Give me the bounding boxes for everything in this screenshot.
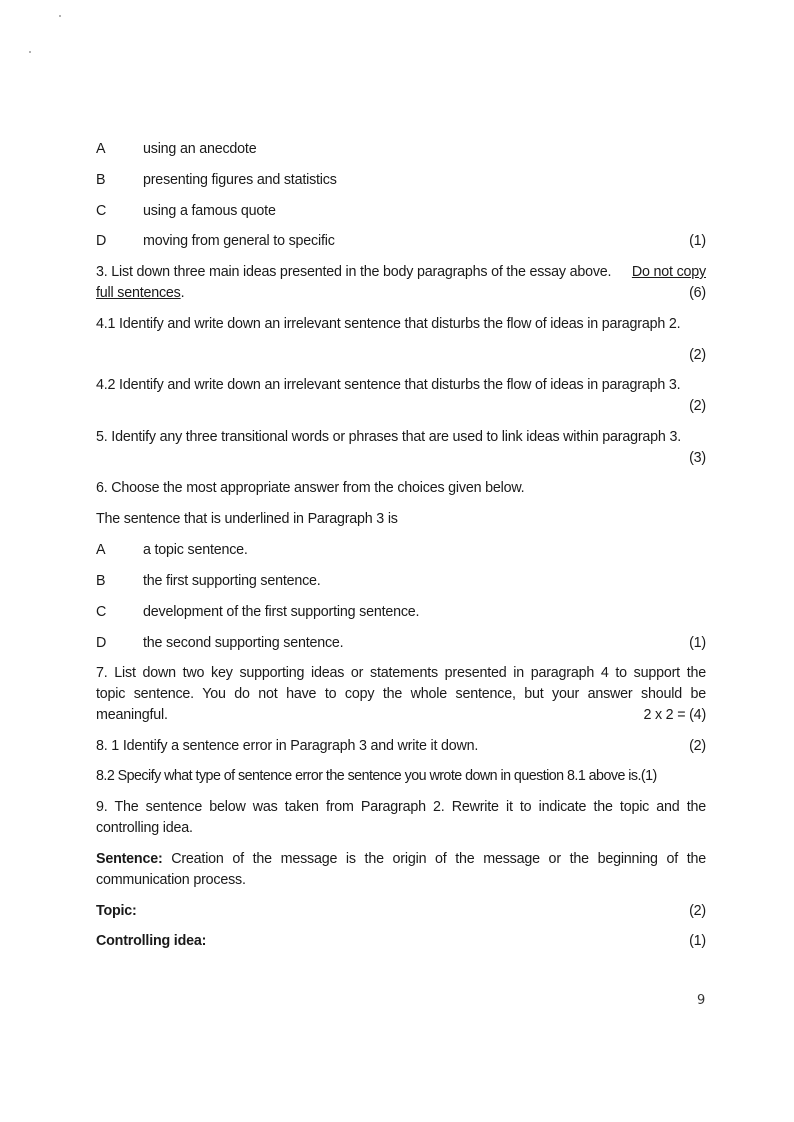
page-number: 9 — [697, 993, 706, 1008]
scan-speck — [29, 51, 31, 53]
mark-allocation: (1) — [689, 635, 706, 651]
q9-line1 — [96, 799, 706, 815]
question-text: . — [180, 285, 185, 301]
option-text: using a famous quote — [143, 203, 276, 219]
question-text: 4.1 Identify and write down an irrelevant sentence that disturbs the flow of ideas in paragraph 2. — [96, 316, 681, 332]
q9-controlling-idea — [96, 933, 706, 949]
question-text: 8. 1 Identify a sentence error in Paragraph 3 and write it down. — [96, 738, 479, 754]
q7-line1 — [96, 665, 706, 681]
mark-allocation: (2) — [689, 738, 706, 754]
q8-2 — [96, 768, 706, 784]
option-letter: C — [96, 604, 107, 620]
option-text: development of the first supporting sentence. — [143, 604, 420, 620]
question-text: topic sentence. You do not have to copy the whole sentence, but your answer should be — [96, 686, 706, 702]
option-letter: A — [96, 141, 106, 157]
q7-line3 — [96, 707, 706, 723]
option-letter: C — [96, 203, 107, 219]
question-text: 6. Choose the most appropriate answer from the choices given below. — [96, 480, 525, 496]
mark-allocation: (2) — [689, 347, 706, 363]
q5-text — [96, 429, 706, 445]
option-letter: B — [96, 573, 106, 589]
question-text: meaningful. — [96, 707, 168, 723]
question-stem: The sentence that is underlined in Paragraph 3 is — [96, 511, 398, 527]
option-letter: A — [96, 542, 106, 558]
option-text: presenting figures and statistics — [143, 172, 337, 188]
option-text: a topic sentence. — [143, 542, 248, 558]
question-text: 9. The sentence below was taken from Paragraph 2. Rewrite it to indicate the topic and the — [96, 799, 706, 815]
mark-allocation: (6) — [689, 285, 706, 301]
topic-label: Topic: — [96, 903, 137, 919]
underlined-instruction: full sentences — [96, 285, 181, 301]
q6-stem — [96, 511, 706, 527]
mark-allocation: (1) — [689, 233, 706, 249]
option-text: the second supporting sentence. — [143, 635, 344, 651]
mark-allocation: (3) — [689, 450, 706, 466]
option-text: the first supporting sentence. — [143, 573, 321, 589]
q7-line2 — [96, 686, 706, 702]
option-text: using an anecdote — [143, 141, 257, 157]
controlling-idea-label: Controlling idea: — [96, 933, 207, 949]
mark-allocation: (1) — [689, 933, 706, 949]
sentence-text: Creation of the message is the origin of the message or the beginning of the — [162, 851, 706, 867]
mark-allocation: 2 x 2 = (4) — [643, 707, 706, 723]
scan-speck — [59, 15, 61, 17]
underlined-instruction: Do not copy — [631, 264, 706, 280]
q3-line2 — [96, 285, 706, 301]
mark-allocation: (2) — [689, 398, 706, 414]
option-text: moving from general to specific — [143, 233, 335, 249]
option-letter: D — [96, 635, 107, 651]
q6-text — [96, 480, 706, 496]
q9-topic — [96, 903, 706, 919]
q9-line2 — [96, 820, 706, 836]
q9-sentence-line2 — [96, 872, 706, 888]
question-text: controlling idea. — [96, 820, 193, 836]
mark-allocation: (2) — [689, 903, 706, 919]
question-text: 4.2 Identify and write down an irrelevant sentence that disturbs the flow of ideas in paragraph 3. — [96, 377, 681, 393]
question-text: 7. List down two key supporting ideas or statements presented in paragraph 4 to support the — [96, 665, 706, 681]
question-text: 5. Identify any three transitional words or phrases that are used to link ideas within paragraph 3. — [96, 429, 681, 445]
option-letter: B — [96, 172, 106, 188]
q9-sentence-line1 — [96, 851, 706, 867]
question-text: 8.2 Specify what type of sentence error the sentence you wrote down in question 8.1 above is.(1) — [96, 768, 657, 784]
option-letter: D — [96, 233, 107, 249]
question-text: 3. List down three main ideas presented in the body paragraphs of the essay above. — [96, 264, 612, 280]
sentence-text: communication process. — [96, 872, 246, 888]
sentence-label: Sentence: — [96, 851, 163, 867]
q8-1 — [96, 738, 706, 754]
q4-2-text — [96, 377, 706, 393]
q3-line1 — [96, 264, 706, 280]
q4-1-text — [96, 316, 706, 332]
